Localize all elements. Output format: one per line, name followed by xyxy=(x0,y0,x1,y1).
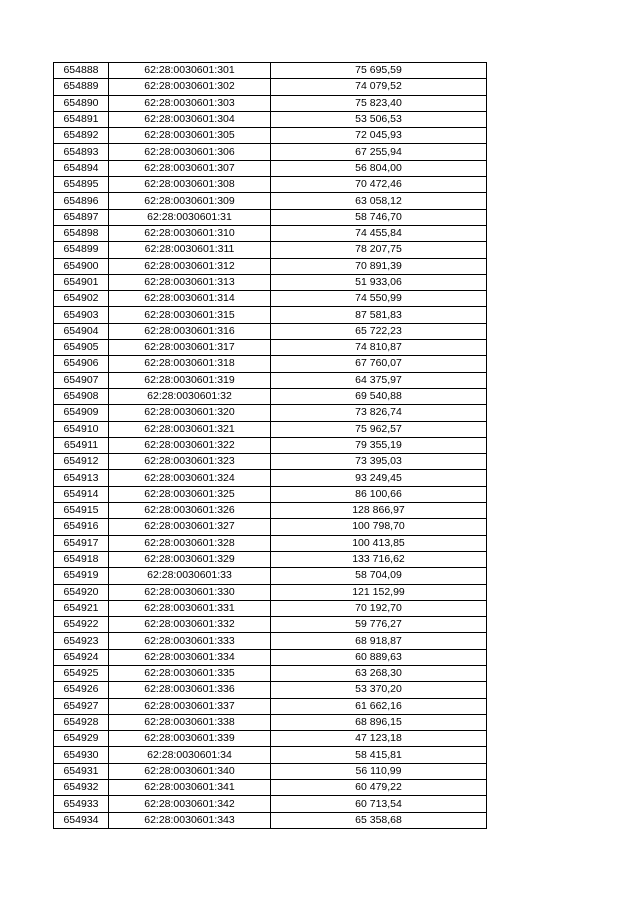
value-cell: 69 540,88 xyxy=(271,388,487,404)
table-row xyxy=(54,535,487,551)
table-row xyxy=(54,519,487,535)
cadastral-number-cell: 62:28:0030601:337 xyxy=(109,698,271,714)
value-cell: 63 058,12 xyxy=(271,193,487,209)
row-number-cell: 654896 xyxy=(54,193,109,209)
table-row xyxy=(54,600,487,616)
value-cell: 73 826,74 xyxy=(271,405,487,421)
row-number-cell: 654888 xyxy=(54,63,109,79)
table-row xyxy=(54,714,487,730)
table-row xyxy=(54,128,487,144)
value-cell: 74 455,84 xyxy=(271,225,487,241)
table-row xyxy=(54,568,487,584)
value-cell: 74 079,52 xyxy=(271,79,487,95)
table-body xyxy=(54,63,487,829)
row-number-cell: 654915 xyxy=(54,503,109,519)
value-cell: 56 110,99 xyxy=(271,763,487,779)
value-cell: 63 268,30 xyxy=(271,665,487,681)
table-row xyxy=(54,307,487,323)
table-row xyxy=(54,812,487,828)
cadastral-number-cell: 62:28:0030601:33 xyxy=(109,568,271,584)
value-cell: 75 962,57 xyxy=(271,421,487,437)
cadastral-number-cell: 62:28:0030601:325 xyxy=(109,486,271,502)
cadastral-number-cell: 62:28:0030601:314 xyxy=(109,291,271,307)
row-number-cell: 654920 xyxy=(54,584,109,600)
value-cell: 59 776,27 xyxy=(271,617,487,633)
value-cell: 58 704,09 xyxy=(271,568,487,584)
value-cell: 93 249,45 xyxy=(271,470,487,486)
row-number-cell: 654925 xyxy=(54,665,109,681)
cadastral-number-cell: 62:28:0030601:336 xyxy=(109,682,271,698)
table-row xyxy=(54,633,487,649)
cadastral-number-cell: 62:28:0030601:341 xyxy=(109,780,271,796)
cadastral-number-cell: 62:28:0030601:304 xyxy=(109,111,271,127)
cadastral-number-cell: 62:28:0030601:316 xyxy=(109,323,271,339)
cadastral-value-table xyxy=(53,62,487,829)
table-row xyxy=(54,274,487,290)
row-number-cell: 654933 xyxy=(54,796,109,812)
cadastral-number-cell: 62:28:0030601:31 xyxy=(109,209,271,225)
cadastral-number-cell: 62:28:0030601:315 xyxy=(109,307,271,323)
table-row xyxy=(54,584,487,600)
value-cell: 67 255,94 xyxy=(271,144,487,160)
row-number-cell: 654895 xyxy=(54,177,109,193)
row-number-cell: 654923 xyxy=(54,633,109,649)
value-cell: 87 581,83 xyxy=(271,307,487,323)
row-number-cell: 654892 xyxy=(54,128,109,144)
cadastral-number-cell: 62:28:0030601:319 xyxy=(109,372,271,388)
row-number-cell: 654924 xyxy=(54,649,109,665)
cadastral-number-cell: 62:28:0030601:331 xyxy=(109,600,271,616)
value-cell: 70 192,70 xyxy=(271,600,487,616)
cadastral-number-cell: 62:28:0030601:305 xyxy=(109,128,271,144)
value-cell: 74 550,99 xyxy=(271,291,487,307)
value-cell: 128 866,97 xyxy=(271,503,487,519)
value-cell: 53 506,53 xyxy=(271,111,487,127)
value-cell: 78 207,75 xyxy=(271,242,487,258)
table-row xyxy=(54,763,487,779)
table-row xyxy=(54,95,487,111)
row-number-cell: 654930 xyxy=(54,747,109,763)
value-cell: 67 760,07 xyxy=(271,356,487,372)
value-cell: 72 045,93 xyxy=(271,128,487,144)
table-row xyxy=(54,649,487,665)
row-number-cell: 654922 xyxy=(54,617,109,633)
table-row xyxy=(54,225,487,241)
value-cell: 68 896,15 xyxy=(271,714,487,730)
value-cell: 47 123,18 xyxy=(271,731,487,747)
cadastral-number-cell: 62:28:0030601:309 xyxy=(109,193,271,209)
table-row xyxy=(54,340,487,356)
cadastral-number-cell: 62:28:0030601:32 xyxy=(109,388,271,404)
cadastral-number-cell: 62:28:0030601:338 xyxy=(109,714,271,730)
table-row xyxy=(54,551,487,567)
row-number-cell: 654903 xyxy=(54,307,109,323)
table-row xyxy=(54,665,487,681)
row-number-cell: 654899 xyxy=(54,242,109,258)
cadastral-number-cell: 62:28:0030601:303 xyxy=(109,95,271,111)
row-number-cell: 654901 xyxy=(54,274,109,290)
row-number-cell: 654926 xyxy=(54,682,109,698)
row-number-cell: 654900 xyxy=(54,258,109,274)
cadastral-number-cell: 62:28:0030601:301 xyxy=(109,63,271,79)
value-cell: 121 152,99 xyxy=(271,584,487,600)
value-cell: 58 746,70 xyxy=(271,209,487,225)
cadastral-number-cell: 62:28:0030601:333 xyxy=(109,633,271,649)
cadastral-number-cell: 62:28:0030601:330 xyxy=(109,584,271,600)
table-row xyxy=(54,242,487,258)
table-row xyxy=(54,437,487,453)
table-row xyxy=(54,291,487,307)
row-number-cell: 654919 xyxy=(54,568,109,584)
table-row xyxy=(54,617,487,633)
cadastral-number-cell: 62:28:0030601:342 xyxy=(109,796,271,812)
row-number-cell: 654893 xyxy=(54,144,109,160)
table-row xyxy=(54,503,487,519)
cadastral-number-cell: 62:28:0030601:307 xyxy=(109,160,271,176)
row-number-cell: 654932 xyxy=(54,780,109,796)
cadastral-number-cell: 62:28:0030601:310 xyxy=(109,225,271,241)
cadastral-number-cell: 62:28:0030601:328 xyxy=(109,535,271,551)
value-cell: 133 716,62 xyxy=(271,551,487,567)
cadastral-number-cell: 62:28:0030601:311 xyxy=(109,242,271,258)
table-row xyxy=(54,144,487,160)
row-number-cell: 654902 xyxy=(54,291,109,307)
value-cell: 75 823,40 xyxy=(271,95,487,111)
row-number-cell: 654889 xyxy=(54,79,109,95)
row-number-cell: 654931 xyxy=(54,763,109,779)
value-cell: 65 358,68 xyxy=(271,812,487,828)
value-cell: 60 889,63 xyxy=(271,649,487,665)
value-cell: 68 918,87 xyxy=(271,633,487,649)
cadastral-number-cell: 62:28:0030601:335 xyxy=(109,665,271,681)
cadastral-number-cell: 62:28:0030601:302 xyxy=(109,79,271,95)
table-row xyxy=(54,470,487,486)
table-row xyxy=(54,405,487,421)
value-cell: 100 798,70 xyxy=(271,519,487,535)
cadastral-number-cell: 62:28:0030601:321 xyxy=(109,421,271,437)
value-cell: 58 415,81 xyxy=(271,747,487,763)
table-row xyxy=(54,193,487,209)
cadastral-number-cell: 62:28:0030601:317 xyxy=(109,340,271,356)
value-cell: 60 713,54 xyxy=(271,796,487,812)
cadastral-number-cell: 62:28:0030601:326 xyxy=(109,503,271,519)
row-number-cell: 654911 xyxy=(54,437,109,453)
row-number-cell: 654917 xyxy=(54,535,109,551)
cadastral-number-cell: 62:28:0030601:34 xyxy=(109,747,271,763)
row-number-cell: 654909 xyxy=(54,405,109,421)
row-number-cell: 654929 xyxy=(54,731,109,747)
table-row xyxy=(54,780,487,796)
cadastral-number-cell: 62:28:0030601:324 xyxy=(109,470,271,486)
table-row xyxy=(54,111,487,127)
row-number-cell: 654934 xyxy=(54,812,109,828)
table-row xyxy=(54,682,487,698)
row-number-cell: 654907 xyxy=(54,372,109,388)
row-number-cell: 654910 xyxy=(54,421,109,437)
row-number-cell: 654908 xyxy=(54,388,109,404)
row-number-cell: 654912 xyxy=(54,454,109,470)
table-row xyxy=(54,388,487,404)
value-cell: 70 472,46 xyxy=(271,177,487,193)
row-number-cell: 654891 xyxy=(54,111,109,127)
table-row xyxy=(54,796,487,812)
value-cell: 51 933,06 xyxy=(271,274,487,290)
value-cell: 79 355,19 xyxy=(271,437,487,453)
table-row xyxy=(54,177,487,193)
table-row xyxy=(54,421,487,437)
table-row xyxy=(54,209,487,225)
value-cell: 73 395,03 xyxy=(271,454,487,470)
row-number-cell: 654913 xyxy=(54,470,109,486)
cadastral-number-cell: 62:28:0030601:322 xyxy=(109,437,271,453)
row-number-cell: 654894 xyxy=(54,160,109,176)
cadastral-number-cell: 62:28:0030601:340 xyxy=(109,763,271,779)
row-number-cell: 654918 xyxy=(54,551,109,567)
cadastral-number-cell: 62:28:0030601:306 xyxy=(109,144,271,160)
table-row xyxy=(54,698,487,714)
row-number-cell: 654904 xyxy=(54,323,109,339)
row-number-cell: 654890 xyxy=(54,95,109,111)
table-row xyxy=(54,486,487,502)
table-row xyxy=(54,63,487,79)
value-cell: 60 479,22 xyxy=(271,780,487,796)
row-number-cell: 654916 xyxy=(54,519,109,535)
value-cell: 100 413,85 xyxy=(271,535,487,551)
row-number-cell: 654898 xyxy=(54,225,109,241)
cadastral-number-cell: 62:28:0030601:332 xyxy=(109,617,271,633)
value-cell: 56 804,00 xyxy=(271,160,487,176)
cadastral-number-cell: 62:28:0030601:318 xyxy=(109,356,271,372)
table-row xyxy=(54,323,487,339)
cadastral-number-cell: 62:28:0030601:323 xyxy=(109,454,271,470)
cadastral-number-cell: 62:28:0030601:312 xyxy=(109,258,271,274)
table-row xyxy=(54,160,487,176)
value-cell: 53 370,20 xyxy=(271,682,487,698)
row-number-cell: 654927 xyxy=(54,698,109,714)
cadastral-number-cell: 62:28:0030601:320 xyxy=(109,405,271,421)
table-row xyxy=(54,747,487,763)
row-number-cell: 654906 xyxy=(54,356,109,372)
cadastral-number-cell: 62:28:0030601:327 xyxy=(109,519,271,535)
table-row xyxy=(54,258,487,274)
cadastral-number-cell: 62:28:0030601:308 xyxy=(109,177,271,193)
value-cell: 65 722,23 xyxy=(271,323,487,339)
row-number-cell: 654914 xyxy=(54,486,109,502)
table-row xyxy=(54,356,487,372)
table-row xyxy=(54,79,487,95)
cadastral-number-cell: 62:28:0030601:334 xyxy=(109,649,271,665)
row-number-cell: 654921 xyxy=(54,600,109,616)
value-cell: 70 891,39 xyxy=(271,258,487,274)
row-number-cell: 654928 xyxy=(54,714,109,730)
cadastral-number-cell: 62:28:0030601:313 xyxy=(109,274,271,290)
value-cell: 74 810,87 xyxy=(271,340,487,356)
value-cell: 75 695,59 xyxy=(271,63,487,79)
table-row xyxy=(54,372,487,388)
cadastral-number-cell: 62:28:0030601:343 xyxy=(109,812,271,828)
table-row xyxy=(54,731,487,747)
cadastral-number-cell: 62:28:0030601:339 xyxy=(109,731,271,747)
value-cell: 64 375,97 xyxy=(271,372,487,388)
table-row xyxy=(54,454,487,470)
value-cell: 86 100,66 xyxy=(271,486,487,502)
cadastral-number-cell: 62:28:0030601:329 xyxy=(109,551,271,567)
value-cell: 61 662,16 xyxy=(271,698,487,714)
row-number-cell: 654905 xyxy=(54,340,109,356)
row-number-cell: 654897 xyxy=(54,209,109,225)
